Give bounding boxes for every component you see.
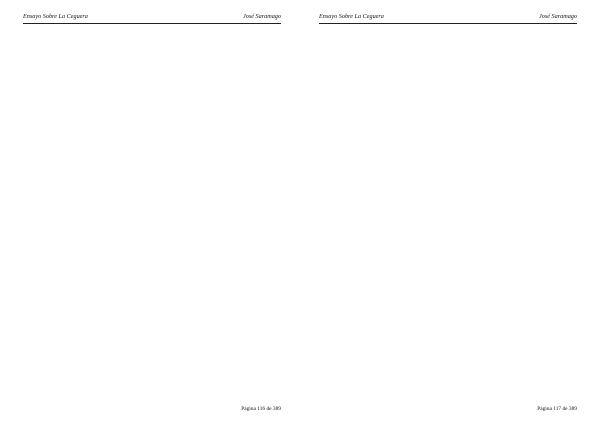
book-title: Ensayo Sobre La Ceguera: [23, 13, 88, 20]
left-page: [9, 6, 295, 418]
right-page: [305, 6, 591, 418]
book-author: José Saramago: [243, 13, 281, 20]
page-number: Página 117 de 389: [537, 405, 577, 412]
page-header: [319, 14, 577, 24]
book-title: Ensayo Sobre La Ceguera: [319, 13, 384, 20]
page-number: Página 116 de 389: [241, 405, 281, 412]
page-body: [23, 29, 281, 399]
book-author: José Saramago: [539, 13, 577, 20]
page-body: [319, 29, 577, 399]
page-header: [23, 14, 281, 24]
